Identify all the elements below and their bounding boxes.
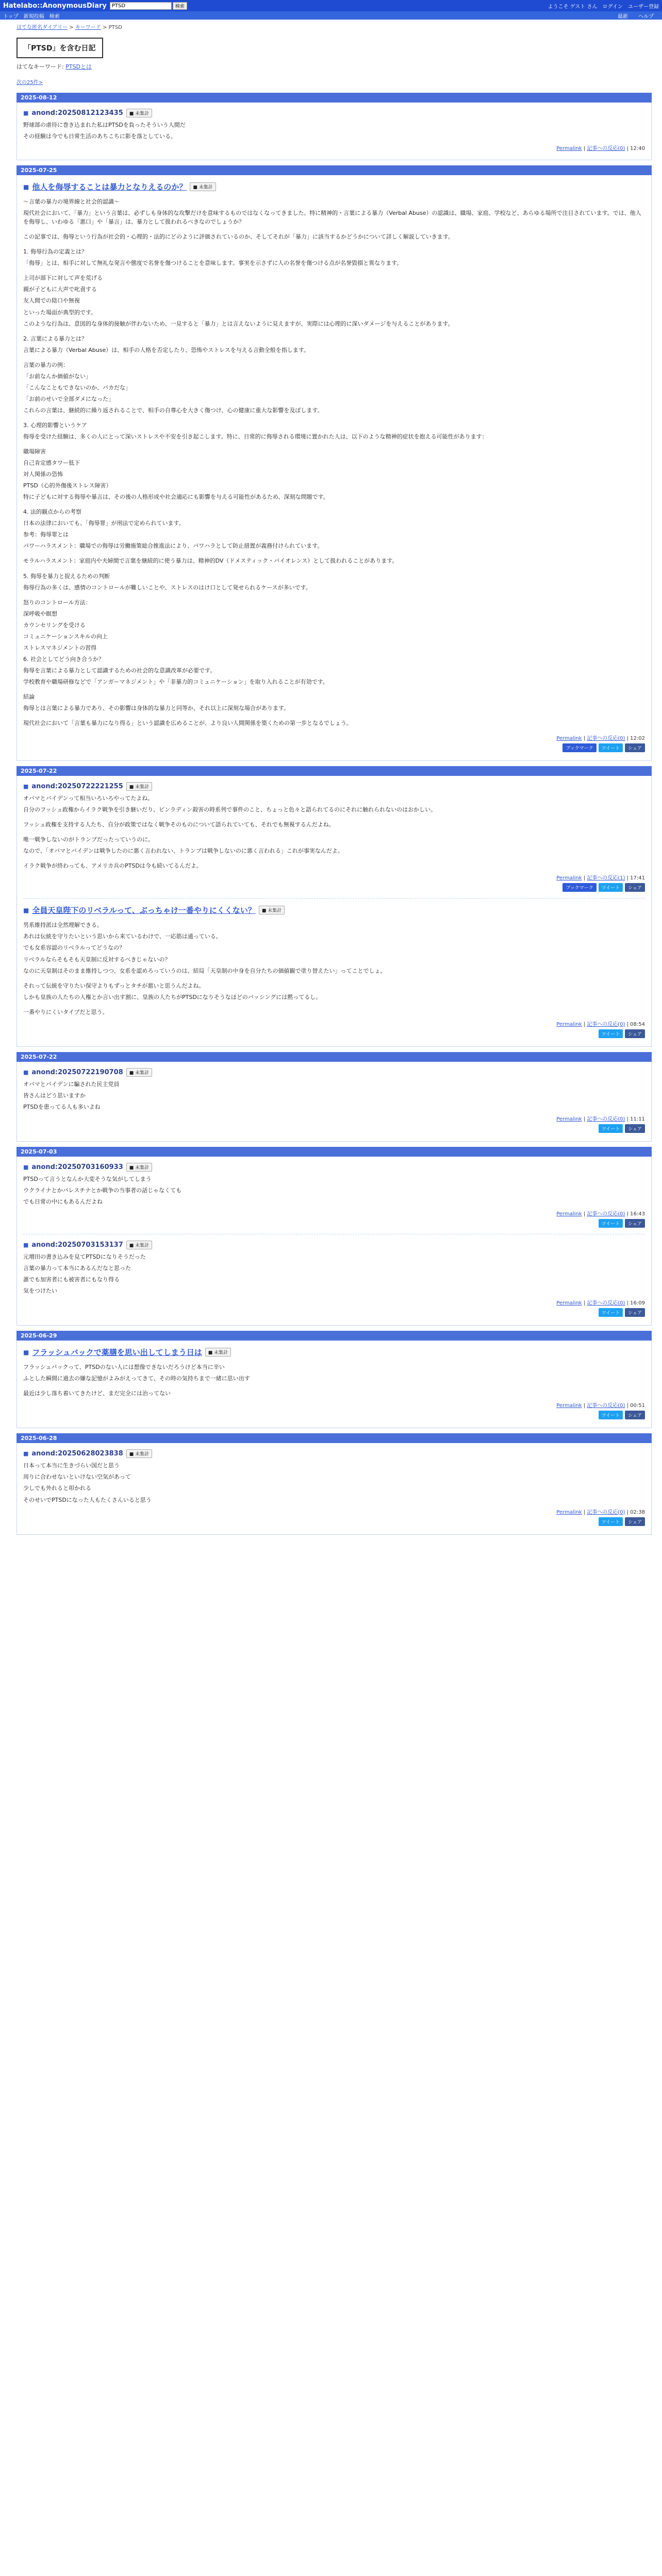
entry-title [23, 905, 645, 916]
entry-paragraph: 「こんなこともできないのか、バカだな」 [23, 384, 131, 391]
entry-time: 16:43 [630, 1211, 645, 1217]
entry-paragraph: でも女系容認のリベラルってどうなの？ [23, 944, 125, 952]
entry-title [23, 1068, 645, 1077]
entry-paragraph: ふとした瞬間に過去の嫌な記憶がよみがえってきて、その時の気持ちまで一緒に思い出す [23, 1375, 250, 1382]
keyword-link[interactable]: PTSDとは [65, 63, 92, 70]
entry-paragraph: 野球部の虐待に巻き込まれた私はPTSDを負ったそういう人間だ [23, 122, 186, 128]
permalink-link[interactable]: Permalink [556, 875, 582, 882]
entry [23, 181, 645, 752]
day-body [16, 776, 652, 1047]
top-bar [0, 0, 662, 11]
day-list [16, 93, 652, 1535]
bookmark-count-button[interactable]: ■ 未集計 [205, 1348, 231, 1357]
breadcrumb-home[interactable]: はてな匿名ダイアリー [16, 25, 68, 30]
entry-paragraph: 誰でも加害者にも被害者にもなり得る [23, 1276, 120, 1283]
bookmark-count-button[interactable]: ■ 未集計 [126, 1449, 152, 1458]
entry-paragraph: 上司が部下に対して声を荒げる [23, 275, 103, 282]
day-header: 2025-07-03 [16, 1147, 652, 1157]
trackback-link[interactable]: 記事への反応(0) [587, 146, 625, 152]
trackback-link[interactable]: 記事への反応(0) [587, 1509, 625, 1515]
entry-link[interactable]: anond:20250722221255 [31, 783, 123, 791]
entry-paragraph: 職場障害 [23, 448, 46, 455]
entry-footer [23, 1298, 645, 1306]
entry-paragraph: 1. 侮辱行為の定義とは？ [23, 248, 87, 256]
day-body [16, 103, 652, 160]
tweet-button[interactable]: ツイート [599, 1517, 623, 1526]
day-body [16, 1341, 652, 1428]
page-title: 「PTSD」を含む日記 [16, 38, 103, 58]
permalink-link[interactable]: Permalink [556, 736, 582, 742]
entry-paragraph: 〜言葉の暴力の境界線と社会的認識〜 [23, 198, 120, 206]
entry-paragraph: 日本の法律においても、「侮辱罪」が刑法で定められています。 [23, 520, 185, 527]
permalink-link[interactable]: Permalink [556, 146, 582, 152]
entry-footer [23, 1114, 645, 1122]
entry-square-icon: ■ [23, 906, 29, 914]
entry-title [23, 782, 645, 791]
entry-time: 02:38 [630, 1509, 645, 1515]
tweet-button[interactable]: ツイート [599, 1124, 623, 1133]
tweet-button[interactable]: ツイート [599, 743, 623, 752]
entry-paragraph: 男系維持派は全然理解できる。 [23, 922, 103, 929]
footer-sep: | [582, 875, 587, 882]
facebook-share-button[interactable]: シェア [625, 1219, 645, 1228]
entry-paragraph: フラッシュバックって、PTSDのない人には想像できないだろうけど本当に辛い [23, 1364, 225, 1371]
tweet-button[interactable]: ツイート [599, 883, 623, 892]
entry-divider [23, 898, 645, 899]
entry-link[interactable]: anond:20250812123435 [31, 109, 123, 117]
footer-sep: | [625, 875, 631, 882]
entry-paragraph: 最近は少し落ち着いてきたけど、まだ完全には治ってない [23, 1390, 171, 1397]
breadcrumb-sep: > [103, 25, 107, 30]
footer-sep: | [582, 1509, 587, 1515]
entry-paragraph: 「侮辱」とは、相手に対して無礼な発言や態度で名誉を傷つけることを意味します。事実を示さずに人の名誉を傷つける点が名誉毀損と異なります。 [23, 260, 403, 267]
entry-paragraph: 唯一戦争しないのがトランプだったっていうのに。 [23, 836, 154, 843]
entry-paragraph: 「お前なんか価値がない」 [23, 372, 91, 380]
day-body [16, 1157, 652, 1326]
facebook-share-button[interactable]: シェア [625, 883, 645, 892]
entry-time: 11:11 [630, 1116, 645, 1122]
breadcrumb [16, 23, 652, 30]
sub-nav-right [618, 12, 659, 20]
entry-link[interactable]: anond:20250703160933 [31, 1163, 123, 1171]
day-body [16, 1062, 652, 1142]
breadcrumb-current: PTSD [108, 25, 122, 30]
day-header: 2025-07-22 [16, 1052, 652, 1062]
entry [23, 1163, 645, 1228]
entry-footer [23, 1209, 645, 1217]
search-button[interactable]: 検索 [173, 2, 187, 10]
footer-sep: | [582, 1116, 587, 1122]
entry-square-icon: ■ [23, 783, 29, 790]
share-row [23, 1517, 645, 1526]
entry-paragraph: そのせいでPTSDになった人もたくさんいると思う [23, 1496, 152, 1503]
entry-paragraph: 皆さんはどう思いますか [23, 1092, 86, 1099]
entry-paragraph: なので、「オバマとバイデンは戦争したのに悪く言われない、トランプは戦争しないのに悪く言われる」これが事実なんだよ。 [23, 848, 343, 855]
entry-paragraph: でも日常の中にもあるんだよね [23, 1198, 103, 1205]
bookmark-count-button[interactable]: ■ 未集計 [126, 1163, 152, 1172]
search-input[interactable] [110, 2, 172, 10]
entry-paragraph: 言葉による暴力（Verbal Abuse）は、相手の人格を否定したり、恐怖やストレスを与える言動全般を指します。 [23, 346, 310, 353]
sub-nav-bar [0, 11, 662, 20]
hatena-bookmark-button[interactable]: ブックマーク [562, 743, 596, 752]
day-header: 2025-07-22 [16, 766, 652, 776]
entry-square-icon: ■ [23, 1242, 29, 1249]
trackback-link[interactable]: 記事への反応(0) [587, 1021, 625, 1027]
entry-paragraph: ウクライナとかパレスチナとか戦争の当事者の話じゃなくても [23, 1187, 182, 1194]
entry-title [23, 1241, 645, 1249]
entry-paragraph: 5. 侮辱を暴力と捉えるための判断 [23, 572, 110, 580]
entry-paragraph: あれは伝統を守りたいという思いから来ているわけで、一応筋は通っている。 [23, 933, 222, 940]
entry-paragraph: 現代社会において、「暴力」という言葉は、必ずしも身体的な攻撃だけを意味するものではなくなってきました。特に精神的・言葉による暴力（Verbal Abuse）の認識は、職場、家庭、学校など、あらゆる場所で注目されています。では、他人を侮辱し、いわゆる「悪口」や「暴言」は、暴力として扱われるべきなのでしょうか？ [23, 210, 641, 226]
entry-link[interactable]: 他人を侮辱することは暴力となりえるのか？ [32, 182, 187, 192]
entry-title [23, 1449, 645, 1458]
entry-paragraph: フッシュ政権を支持する人たち、自分が政策ではなく戦争そのものについて語られていても、それでも無視するんだよね。 [23, 821, 335, 828]
entry-paragraph: 結論 [23, 693, 35, 700]
entry-paragraph: パワーハラスメント：職場での侮辱は労働施策総合推進法により、パワハラとして防止措置が義務付けられています。 [23, 543, 323, 550]
facebook-share-button[interactable]: シェア [625, 1411, 645, 1419]
trackback-link[interactable]: 記事への反応(0) [587, 1300, 625, 1307]
hatena-bookmark-button[interactable]: ブックマーク [562, 883, 596, 892]
nav-new-post[interactable]: 新規投稿 [23, 13, 44, 20]
footer-sep: | [625, 1021, 631, 1027]
entry-paragraph: カウンセリングを受ける [23, 621, 86, 629]
entry-paragraph: モラルハラスメント：家庭内や夫婦間で言葉を継続的に使う暴力は、精神的DV（ドメスティック・バイオレンス）として扱われることがあります。 [23, 557, 398, 565]
entry-paragraph: この記事では、侮辱という行為が社会的・心理的・法的にどのように評価されているのか、そしてそれが「暴力」に該当するかどうかについて詳しく解説していきます。 [23, 233, 454, 241]
permalink-link[interactable]: Permalink [556, 1403, 582, 1409]
breadcrumb-sep: > [69, 25, 74, 30]
entry-paragraph: 現代社会において「言葉も暴力になり得る」という認識を広めることが、より良い人間関係を築くための第一歩となるでしょう。 [23, 720, 352, 727]
footer-sep: | [625, 1403, 631, 1409]
bookmark-count-button[interactable]: ■ 未集計 [126, 1241, 152, 1249]
register-link[interactable]: ユーザー登録 [628, 4, 659, 10]
entry-paragraph: PTSD（心的外傷後ストレス障害） [23, 482, 112, 489]
entry-paragraph: しかも皇族の人たちの人権とか言い出す割に、皇族の人たちがPTSDになりそうなほどのバッシングには黙ってるし。 [23, 993, 322, 1001]
entry-paragraph: オバマとバイデンって相当いろいろやってたよね。 [23, 795, 154, 802]
bookmark-count-button[interactable]: ■ 未集計 [259, 906, 285, 914]
tweet-button[interactable]: ツイート [599, 1219, 623, 1228]
share-row [23, 1411, 645, 1419]
entry [23, 782, 645, 892]
footer-sep: | [625, 1509, 631, 1515]
entry-square-icon: ■ [23, 110, 29, 116]
entry-link[interactable]: anond:20250628023838 [31, 1450, 123, 1458]
entry-paragraph: ストレスマネジメントの習得 [23, 644, 97, 651]
bookmark-count-button[interactable]: ■ 未集計 [126, 782, 152, 791]
entry-footer [23, 734, 645, 741]
welcome-link[interactable]: ようこそ ゲスト さん [548, 4, 598, 10]
entry-paragraph: 参考：侮辱罪とは [23, 531, 69, 538]
permalink-link[interactable]: Permalink [556, 1116, 582, 1122]
entry-paragraph: 親が子どもに大声で叱責する [23, 286, 97, 293]
entry-paragraph: 少しでも外れると叩かれる [23, 1485, 91, 1492]
entry-paragraph: 対人関係の恐怖 [23, 471, 63, 478]
entry-paragraph: 言葉の暴力って本当にあるんだなと思った [23, 1265, 131, 1272]
trackback-link[interactable]: 記事への反応(0) [587, 1116, 625, 1122]
nav-help[interactable]: ヘルプ [638, 13, 654, 20]
entry-paragraph: これらの言葉は、継続的に繰り返されることで、相手の自尊心を大きく傷つけ、心の健康に重大な影響を及ぼします。 [23, 406, 323, 414]
entry [23, 109, 645, 151]
entry-footer [23, 144, 645, 151]
entry-paragraph: 元増田の書き込みを見てPTSDになりそうだった [23, 1253, 146, 1261]
entry-time: 16:09 [630, 1300, 645, 1307]
nav-top[interactable]: トップ [3, 13, 19, 20]
entry-paragraph: 4. 法的観点からの考察 [23, 509, 81, 516]
footer-sep: | [582, 736, 587, 742]
trackback-link[interactable]: 記事への反応(0) [587, 1403, 625, 1409]
footer-sep: | [625, 736, 631, 742]
entry-paragraph: 6. 社会としてどう向き合うか？ [23, 655, 104, 663]
entry-time: 12:40 [630, 146, 645, 152]
footer-sep: | [582, 146, 587, 152]
entry-time: 08:54 [630, 1021, 645, 1027]
footer-sep: | [625, 1300, 631, 1307]
facebook-share-button[interactable]: シェア [625, 743, 645, 752]
entry-paragraph: 日本って本当に生きづらい国だと思う [23, 1462, 120, 1469]
entry-footer [23, 1507, 645, 1515]
permalink-link[interactable]: Permalink [556, 1509, 582, 1515]
entry-paragraph: 自分のフッシュ政権からイラク戦争を引き継いだり、ビンラディン殺害の時系列で事件のこと、ちょっと色々と語られてるのにそれに触れられないのはおかしい。 [23, 806, 437, 814]
entry-paragraph: 友人間での陰口や無視 [23, 297, 80, 304]
nav-search[interactable]: 検索 [49, 13, 60, 20]
main-container [0, 23, 662, 1535]
entry-paragraph: 深呼吸や瞑想 [23, 610, 57, 617]
entry-paragraph: 侮辱を言葉による暴力として認識するための社会的な意識改革が必要です。 [23, 667, 216, 674]
share-row [23, 1124, 645, 1133]
entry-link[interactable]: 全員天皇陛下のリベラルって、ぶっちゃけ一番やりにくくない？ [32, 906, 256, 916]
entry-paragraph: 3. 心理的影響というケア [23, 421, 87, 429]
entry-paragraph: 特に子どもに対する侮辱や暴言は、その後の人格形成や社会適応にも影響を与える可能性があるため、深刻な問題です。 [23, 494, 329, 501]
bookmark-count-button[interactable]: ■ 未集計 [126, 1068, 152, 1077]
day-header: 2025-07-25 [16, 165, 652, 175]
facebook-share-button[interactable]: シェア [625, 1029, 645, 1038]
tweet-button[interactable]: ツイート [599, 1411, 623, 1419]
nav-latest[interactable]: 最新 [618, 13, 628, 20]
login-link[interactable]: ログイン [602, 4, 623, 10]
permalink-link[interactable]: Permalink [556, 1021, 582, 1027]
entry-title [23, 1347, 645, 1358]
entry-paragraph: 侮辱とは言葉による暴力であり、その影響は身体的な暴力と同等か、それ以上に深刻な場合があります。 [23, 705, 290, 712]
entry-paragraph: オバマとバイデンに騙された民主党員 [23, 1080, 120, 1088]
entry-paragraph: コミュニケーションスキルの向上 [23, 633, 108, 640]
facebook-share-button[interactable]: シェア [625, 1517, 645, 1526]
entry [23, 905, 645, 1038]
entry-square-icon: ■ [23, 1163, 29, 1171]
tweet-button[interactable]: ツイート [599, 1029, 623, 1038]
day-body [16, 1443, 652, 1534]
keyword-label: はてなキーワード: [16, 63, 64, 70]
entry-link[interactable]: anond:20250703153137 [31, 1241, 123, 1249]
entry-footer [23, 1020, 645, 1027]
entry [23, 1347, 645, 1419]
entry-time: 00:51 [630, 1403, 645, 1409]
entry-footer [23, 1401, 645, 1409]
entry-paragraph: 一番やりにくいタイプだと思う。 [23, 1008, 108, 1015]
share-row [23, 1029, 645, 1038]
facebook-share-button[interactable]: シェア [625, 1124, 645, 1133]
entry-paragraph: イラク戦争が終わっても、アメリカ兵のPTSDは今も続いてるんだよ。 [23, 862, 202, 870]
footer-sep: | [582, 1403, 587, 1409]
entry-paragraph: 2. 言葉による暴力とは？ [23, 335, 87, 342]
entry-title [23, 1163, 645, 1172]
entry-time: 12:02 [630, 736, 645, 742]
next-page-link[interactable]: 次の25件> [16, 80, 43, 86]
day-header: 2025-06-29 [16, 1331, 652, 1341]
share-row [23, 1308, 645, 1317]
bookmark-count-button[interactable]: ■ 未集計 [190, 182, 216, 191]
entry-link[interactable]: フラッシュバックで薬膳を思い出してしまう日は [32, 1348, 202, 1358]
trackback-link[interactable]: 記事への反応(0) [587, 736, 625, 742]
entry [23, 1241, 645, 1317]
entry-paragraph: なのに天皇制はそのまま維持しつつ、女系を認めろっていうのは、結局「天皇制の中身を自分たちの価値観で塗り替えたい」ってことでしょ。 [23, 967, 386, 974]
entry [23, 1449, 645, 1526]
permalink-link[interactable]: Permalink [556, 1300, 582, 1307]
entry-paragraph: PTSDを患ってる人も多いよね [23, 1103, 101, 1110]
day-header: 2025-06-28 [16, 1433, 652, 1443]
footer-sep: | [582, 1300, 587, 1307]
day-header: 2025-08-12 [16, 93, 652, 103]
breadcrumb-keyword[interactable]: キーワード [75, 25, 101, 30]
footer-sep: | [625, 1116, 631, 1122]
entry-paragraph: それって伝統を守りたい保守よりもずっとタチが悪いと思うんだよね。 [23, 982, 205, 989]
share-row [23, 743, 645, 752]
footer-sep: | [625, 146, 631, 152]
entry-paragraph: その経験は今でも日常生活のあちこちに影を落としている。 [23, 133, 176, 140]
entry-paragraph: 自己肯定感タワー低下 [23, 460, 80, 467]
entry-paragraph: 気をつけたい [23, 1287, 57, 1295]
keyword-line [16, 62, 652, 71]
entry-paragraph: 周りに合わせないといけない空気があって [23, 1473, 131, 1481]
share-row [23, 1219, 645, 1228]
entry-square-icon: ■ [23, 1348, 29, 1356]
entry-title [23, 109, 645, 117]
tweet-button[interactable]: ツイート [599, 1308, 623, 1317]
entry-square-icon: ■ [23, 183, 29, 191]
footer-sep: | [625, 1211, 631, 1217]
day-body [16, 175, 652, 761]
facebook-share-button[interactable]: シェア [625, 1308, 645, 1317]
entry-paragraph: 怒りのコントロール方法： [23, 599, 91, 606]
bookmark-count-button[interactable]: ■ 未集計 [126, 109, 152, 117]
trackback-link[interactable]: 記事への反応(0) [587, 1211, 625, 1217]
trackback-link[interactable]: 記事への反応(1) [587, 875, 625, 882]
entry-time: 17:41 [630, 875, 645, 882]
entry-paragraph: といった場面が典型的です。 [23, 309, 97, 316]
entry-paragraph: 「お前のせいで全部ダメになった」 [23, 395, 114, 402]
entry-paragraph: 学校教育や職場研修などで「アンガーマネジメント」や「非暴力的コミュニケーション」を取り入れることが有効です。 [23, 678, 328, 685]
footer-sep: | [582, 1211, 587, 1217]
entry-title [23, 181, 645, 192]
entry-square-icon: ■ [23, 1069, 29, 1076]
entry-square-icon: ■ [23, 1450, 29, 1458]
entry [23, 1068, 645, 1133]
entry-paragraph: リベラルならそもそも天皇制に反対するべきじゃないの？ [23, 956, 171, 963]
footer-sep: | [582, 1021, 587, 1027]
entry-paragraph: PTSDって言うとなんか大変そうな気がしてしまう [23, 1175, 152, 1182]
permalink-link[interactable]: Permalink [556, 1211, 582, 1217]
entry-paragraph: 侮辱行為の多くは、感情のコントロールが難しいことや、ストレスのはけ口として発せられるケースが多いです。 [23, 584, 311, 591]
top-links [548, 2, 659, 10]
share-row [23, 883, 645, 892]
entry-paragraph: 言葉の暴力の例： [23, 361, 69, 368]
entry-paragraph: このような行為は、意図的な身体的接触が伴わないため、一見すると「暴力」とは言えないように見えますが、実際には心理的に深いダメージを与えることがあります。 [23, 320, 454, 327]
entry-link[interactable]: anond:20250722190708 [31, 1068, 123, 1076]
entry-paragraph: 侮辱を受けた経験は、多くの人にとって深いストレスや不安を引き起こします。特に、日常的に侮辱される環境に置かれた人は、以下のような精神的症状を抱える可能性があります： [23, 433, 488, 440]
site-logo[interactable]: Hatelabo::AnonymousDiary [3, 2, 107, 10]
entry-footer [23, 873, 645, 881]
